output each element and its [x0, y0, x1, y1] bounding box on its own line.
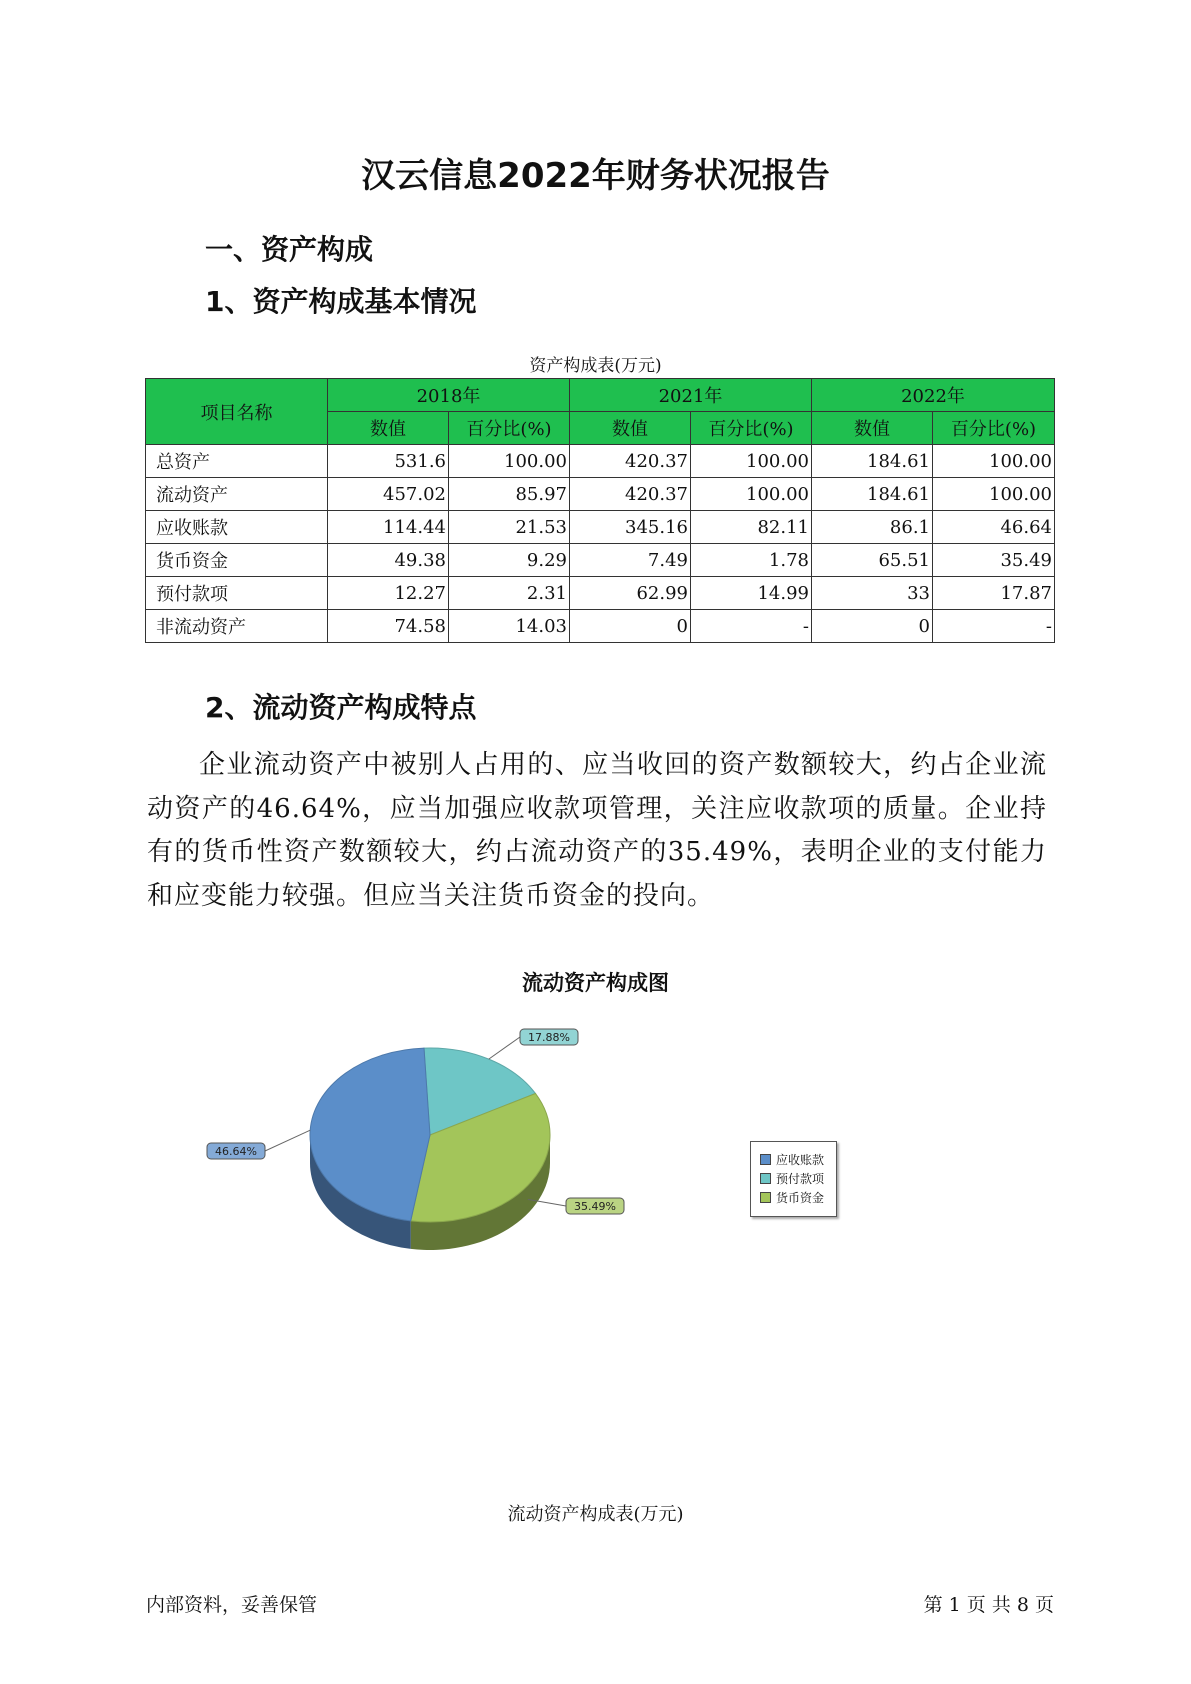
percent-cell: 14.99 [691, 577, 812, 610]
value-cell: 184.61 [812, 478, 933, 511]
percent-cell: 100.00 [691, 445, 812, 478]
header-year-2021: 2021年 [570, 379, 812, 412]
data-label: 17.88% [528, 1031, 570, 1044]
percent-cell: 35.49 [933, 544, 1055, 577]
percent-cell: 14.03 [449, 610, 570, 643]
percent-cell: 1.78 [691, 544, 812, 577]
header-year-2022: 2022年 [812, 379, 1055, 412]
value-cell: 65.51 [812, 544, 933, 577]
value-cell: 86.1 [812, 511, 933, 544]
legend-item [760, 1169, 836, 1188]
table2-caption: 流动资产构成表(万元) [507, 1504, 684, 1525]
percent-cell: 9.29 [449, 544, 570, 577]
subsection-heading-basic-situation: 1、资产构成基本情况 [205, 285, 477, 318]
label-leader-line [265, 1130, 310, 1151]
percent-cell: - [933, 610, 1055, 643]
legend-label: 货币资金 [776, 1191, 825, 1205]
percent-cell: 46.64 [933, 511, 1055, 544]
header-value: 数值 [570, 412, 691, 445]
section-heading-asset-composition: 一、资产构成 [205, 233, 374, 266]
header-year-2018: 2018年 [328, 379, 570, 412]
value-cell: 49.38 [328, 544, 449, 577]
percent-cell: - [691, 610, 812, 643]
legend-swatch [760, 1192, 771, 1203]
legend-label: 应收账款 [776, 1153, 825, 1167]
legend-item [760, 1150, 836, 1169]
row-label: 应收账款 [146, 511, 328, 544]
legend-label: 预付款项 [776, 1172, 825, 1186]
header-percent: 百分比(%) [933, 412, 1055, 445]
value-cell: 33 [812, 577, 933, 610]
legend-item [760, 1188, 836, 1207]
footer-confidential-note: 内部资料，妥善保管 [146, 1594, 318, 1616]
header-item-name: 项目名称 [146, 379, 328, 445]
analysis-paragraph: 企业流动资产中被别人占用的、应当收回的资产数额较大，约占企业流动资产的46.64%，应当加强应收款项管理，关注应收款项的质量。企业持有的货币性资产数额较大，约占流动资产的35.49%，表明企业的支付能力和应变能力较强。但应当关注货币资金的投向。 [147, 750, 1047, 911]
value-cell: 12.27 [328, 577, 449, 610]
percent-cell: 100.00 [691, 478, 812, 511]
percent-cell: 85.97 [449, 478, 570, 511]
value-cell: 420.37 [570, 478, 691, 511]
header-value: 数值 [328, 412, 449, 445]
value-cell: 7.49 [570, 544, 691, 577]
percent-cell: 100.00 [933, 478, 1055, 511]
header-percent: 百分比(%) [449, 412, 570, 445]
percent-cell: 100.00 [933, 445, 1055, 478]
row-label: 预付款项 [146, 577, 328, 610]
value-cell: 62.99 [570, 577, 691, 610]
value-cell: 114.44 [328, 511, 449, 544]
legend-swatch [760, 1154, 771, 1165]
row-label: 货币资金 [146, 544, 328, 577]
chart-legend [750, 1141, 837, 1217]
value-cell: 0 [570, 610, 691, 643]
row-label: 非流动资产 [146, 610, 328, 643]
legend-swatch [760, 1173, 771, 1184]
value-cell: 0 [812, 610, 933, 643]
value-cell: 420.37 [570, 445, 691, 478]
value-cell: 531.6 [328, 445, 449, 478]
percent-cell: 21.53 [449, 511, 570, 544]
percent-cell: 17.87 [933, 577, 1055, 610]
row-label: 流动资产 [146, 478, 328, 511]
value-cell: 457.02 [328, 478, 449, 511]
chart-title: 流动资产构成图 [522, 971, 669, 995]
row-label: 总资产 [146, 445, 328, 478]
header-percent: 百分比(%) [691, 412, 812, 445]
data-label: 35.49% [574, 1200, 616, 1213]
header-value: 数值 [812, 412, 933, 445]
value-cell: 184.61 [812, 445, 933, 478]
percent-cell: 100.00 [449, 445, 570, 478]
table-caption: 资产构成表(万元) [529, 356, 662, 376]
document-title: 汉云信息2022年财务状况报告 [361, 156, 830, 196]
data-label: 46.64% [215, 1145, 257, 1158]
percent-cell: 82.11 [691, 511, 812, 544]
footer-page-number: 第 1 页 共 8 页 [923, 1594, 1054, 1616]
value-cell: 74.58 [328, 610, 449, 643]
percent-cell: 2.31 [449, 577, 570, 610]
value-cell: 345.16 [570, 511, 691, 544]
label-leader-line [489, 1037, 520, 1059]
subsection-heading-current-assets: 2、流动资产构成特点 [205, 691, 477, 724]
